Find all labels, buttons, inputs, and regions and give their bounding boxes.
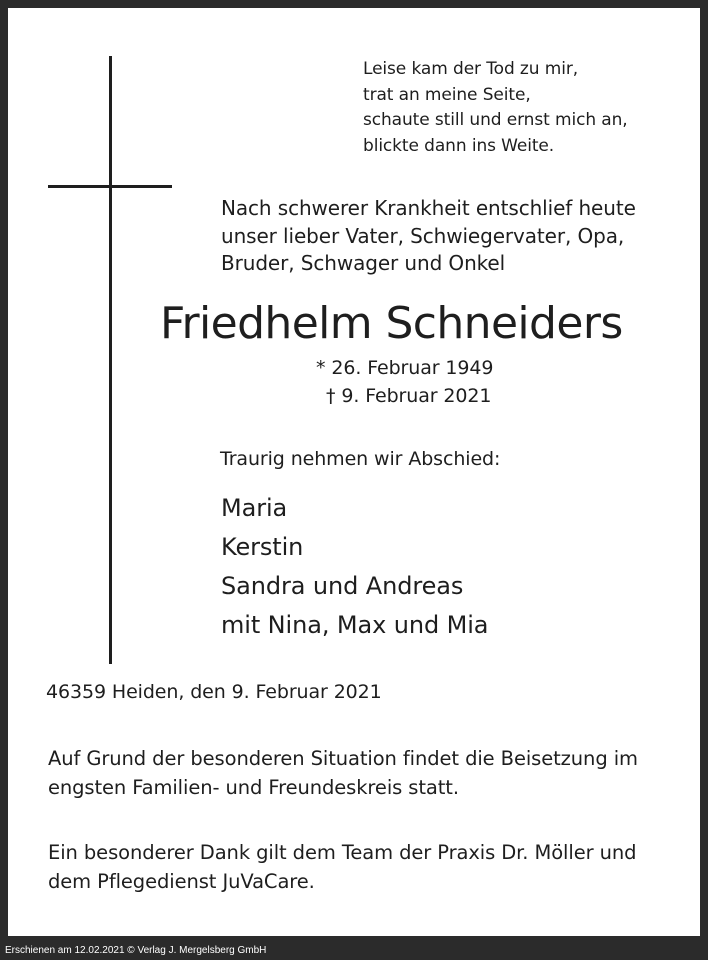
publication-footer: Erschienen am 12.02.2021 © Verlag J. Mergelsberg GmbH xyxy=(5,945,267,956)
place-date: 46359 Heiden, den 9. Februar 2021 xyxy=(46,681,382,703)
cross-horizontal-bar xyxy=(48,185,172,188)
mourner-name: Sandra und Andreas xyxy=(221,572,464,600)
funeral-note-line: engsten Familien- und Freundeskreis statt. xyxy=(48,776,459,799)
mourner-name: Kerstin xyxy=(221,533,304,561)
birth-date: * 26. Februar 1949 xyxy=(316,357,494,379)
farewell-heading: Traurig nehmen wir Abschied: xyxy=(220,448,501,470)
poem-line: Leise kam der Tod zu mir, xyxy=(363,59,579,79)
death-date: † 9. Februar 2021 xyxy=(326,385,492,407)
cross-vertical-bar xyxy=(109,56,112,664)
deceased-name: Friedhelm Schneiders xyxy=(160,298,623,349)
poem xyxy=(363,57,628,159)
intro-text xyxy=(221,195,636,278)
poem-line: blickte dann ins Weite. xyxy=(363,135,555,156)
poem-line: trat an meine Seite, xyxy=(363,84,531,105)
thanks-note-line: Ein besonderer Dank gilt dem Team der Praxis Dr. Möller und xyxy=(48,841,637,864)
mourner-name: mit Nina, Max und Mia xyxy=(221,611,489,639)
thanks-note-line: dem Pflegedienst JuVaCare. xyxy=(48,870,315,893)
obituary-card xyxy=(8,8,700,936)
mourner-name: Maria xyxy=(221,494,288,522)
intro-line: unser lieber Vater, Schwiegervater, Opa, xyxy=(221,223,625,248)
funeral-note xyxy=(48,744,638,802)
mourners-list xyxy=(221,489,488,645)
intro-line: Bruder, Schwager und Onkel xyxy=(221,251,506,275)
thanks-note xyxy=(48,838,636,896)
poem-line: schaute still und ernst mich an, xyxy=(363,110,628,130)
funeral-note-line: Auf Grund der besonderen Situation findet die Beisetzung im xyxy=(48,747,638,770)
intro-line: Nach schwerer Krankheit entschlief heute xyxy=(221,196,636,220)
